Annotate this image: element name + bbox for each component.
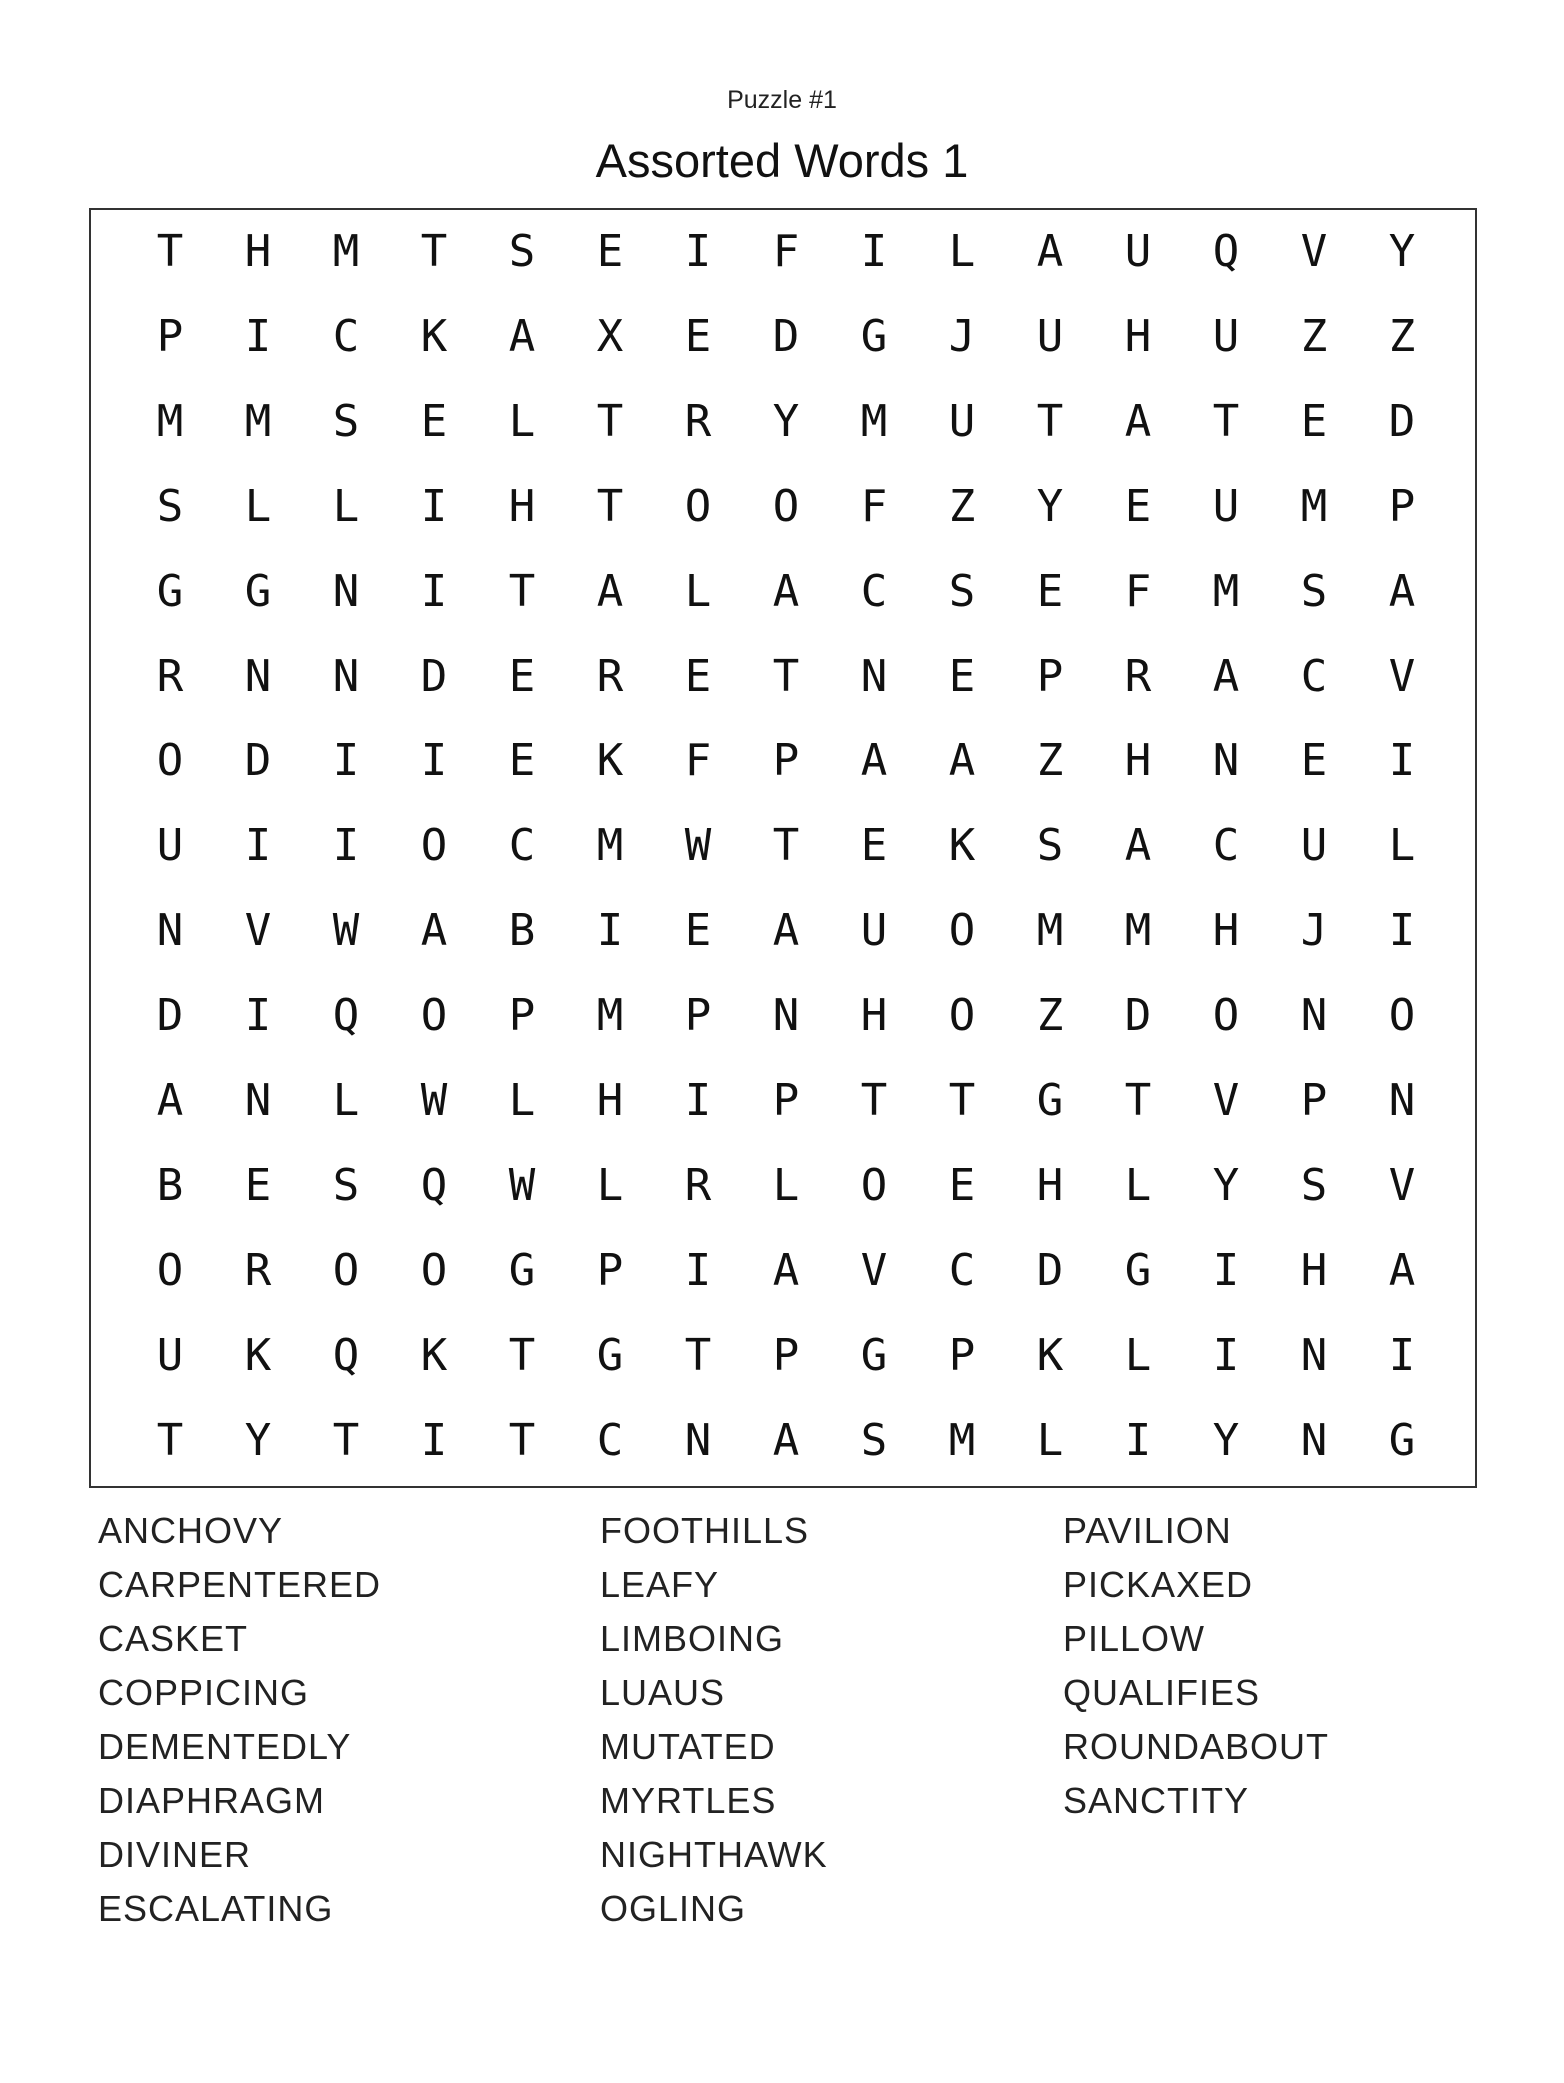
word-list-item: DEMENTEDLY xyxy=(98,1726,352,1767)
grid-cell[interactable]: V xyxy=(860,1244,888,1296)
grid-cell[interactable]: E xyxy=(420,395,448,447)
grid-cell[interactable]: E xyxy=(508,650,536,702)
grid-cell[interactable]: Y xyxy=(244,1414,272,1466)
grid-cell[interactable]: O xyxy=(948,990,976,1042)
grid-cell[interactable]: O xyxy=(420,990,448,1042)
grid-cell[interactable]: O xyxy=(684,480,712,532)
word-list-item: PICKAXED xyxy=(1063,1564,1254,1605)
grid-cell[interactable]: L xyxy=(332,1075,360,1126)
grid-cell[interactable]: I xyxy=(1212,1244,1240,1296)
grid-cell[interactable]: T xyxy=(1036,395,1064,447)
grid-cell[interactable]: M xyxy=(1036,905,1064,957)
grid-cell[interactable]: G xyxy=(596,1329,624,1381)
grid-cell[interactable]: I xyxy=(420,1414,448,1466)
grid-cell[interactable]: C xyxy=(596,1414,624,1466)
word-list-item: PILLOW xyxy=(1063,1618,1206,1659)
grid-cell[interactable]: M xyxy=(1300,480,1328,532)
grid-cell[interactable]: H xyxy=(244,226,272,277)
grid-cell[interactable]: O xyxy=(860,1159,888,1211)
grid-cell[interactable]: N xyxy=(860,650,888,702)
grid-cell[interactable]: A xyxy=(772,565,800,617)
grid-cell[interactable]: K xyxy=(948,820,976,872)
grid-cell[interactable]: D xyxy=(1124,990,1152,1042)
grid-cell[interactable]: H xyxy=(596,1075,624,1126)
grid-cell[interactable]: G xyxy=(860,310,888,362)
grid-cell[interactable]: M xyxy=(156,395,184,447)
grid-cell[interactable]: A xyxy=(1036,226,1064,277)
grid-cell[interactable]: Z xyxy=(1300,310,1328,362)
grid-cell[interactable]: O xyxy=(948,905,976,957)
grid-cell[interactable]: M xyxy=(948,1414,976,1466)
grid-cell[interactable]: O xyxy=(156,735,184,787)
grid-cell[interactable]: G xyxy=(156,565,184,617)
grid-cell[interactable]: S xyxy=(948,565,976,617)
grid-cell[interactable]: T xyxy=(1124,1075,1152,1126)
grid-cell[interactable]: I xyxy=(244,990,272,1042)
grid-cell[interactable]: E xyxy=(948,1159,976,1211)
grid-cell[interactable]: I xyxy=(420,735,448,787)
grid-cell[interactable]: N xyxy=(244,650,272,702)
word-list-item: MUTATED xyxy=(600,1726,776,1767)
word-list-item: LEAFY xyxy=(600,1564,720,1605)
word-list-item: PAVILION xyxy=(1063,1510,1232,1551)
grid-cell[interactable]: T xyxy=(860,1075,888,1126)
grid-cell[interactable]: H xyxy=(1300,1244,1328,1296)
grid-cell[interactable]: D xyxy=(1036,1244,1064,1296)
grid-cell[interactable]: F xyxy=(1124,565,1152,617)
grid-cell[interactable]: E xyxy=(684,650,712,702)
grid-cell[interactable]: W xyxy=(332,905,360,957)
grid-cell[interactable]: T xyxy=(772,820,800,872)
grid-cell[interactable]: S xyxy=(1300,565,1328,617)
grid-cell[interactable]: M xyxy=(332,226,360,277)
grid-cell[interactable]: B xyxy=(156,1159,184,1211)
word-list-item: OGLING xyxy=(600,1888,747,1929)
grid-cell[interactable]: L xyxy=(332,480,360,532)
grid-cell[interactable]: C xyxy=(332,310,360,362)
word-list-item: MYRTLES xyxy=(600,1780,777,1821)
grid-cell[interactable]: C xyxy=(1212,820,1240,872)
word-list-item: CASKET xyxy=(98,1618,249,1659)
word-list-item: CARPENTERED xyxy=(98,1564,382,1605)
grid-cell[interactable]: A xyxy=(948,735,976,787)
grid-cell[interactable]: I xyxy=(332,820,360,872)
grid-cell[interactable]: I xyxy=(244,820,272,872)
grid-cell[interactable]: A xyxy=(156,1075,184,1126)
grid-cell[interactable]: P xyxy=(508,990,536,1042)
grid-cell[interactable]: G xyxy=(860,1329,888,1381)
grid-cell[interactable]: A xyxy=(1124,395,1152,447)
word-list-item: ESCALATING xyxy=(98,1888,334,1929)
grid-cell[interactable]: W xyxy=(684,820,712,872)
grid-cell[interactable]: W xyxy=(420,1075,448,1126)
grid-cell[interactable]: Y xyxy=(1388,226,1416,277)
grid-cell[interactable]: T xyxy=(1212,395,1240,447)
grid-cell[interactable]: U xyxy=(156,820,184,872)
grid-cell[interactable]: P xyxy=(1388,480,1416,532)
grid-cell[interactable]: N xyxy=(1388,1075,1416,1126)
grid-cell[interactable]: A xyxy=(1212,650,1240,702)
word-list-item: COPPICING xyxy=(98,1672,310,1713)
grid-cell[interactable]: M xyxy=(596,820,624,872)
grid-cell[interactable]: L xyxy=(1124,1159,1152,1211)
grid-cell[interactable]: V xyxy=(244,905,272,957)
grid-cell[interactable]: I xyxy=(860,226,888,277)
grid-cell[interactable]: L xyxy=(1036,1414,1064,1466)
grid-cell[interactable]: E xyxy=(1036,565,1064,617)
word-list-item: QUALIFIES xyxy=(1063,1672,1261,1713)
grid-cell[interactable]: T xyxy=(156,226,184,277)
grid-cell[interactable]: R xyxy=(596,650,624,702)
grid-cell[interactable]: D xyxy=(772,310,800,362)
grid-cell[interactable]: T xyxy=(772,650,800,702)
word-list-item: ANCHOVY xyxy=(98,1510,284,1551)
grid-cell[interactable]: L xyxy=(244,480,272,532)
grid-cell[interactable]: V xyxy=(1388,650,1416,702)
grid-cell[interactable]: R xyxy=(1124,650,1152,702)
grid-cell[interactable]: Q xyxy=(1212,226,1240,277)
word-list-item: LUAUS xyxy=(600,1672,726,1713)
grid-cell[interactable]: L xyxy=(596,1159,624,1211)
grid-cell[interactable]: T xyxy=(948,1075,976,1126)
grid-cell[interactable]: E xyxy=(948,650,976,702)
grid-cell[interactable]: Z xyxy=(948,480,976,532)
grid-cell[interactable]: M xyxy=(244,395,272,447)
grid-cell[interactable]: E xyxy=(596,226,624,277)
grid-cell[interactable]: V xyxy=(1212,1075,1240,1126)
grid-cell[interactable]: I xyxy=(1212,1329,1240,1381)
grid-cell[interactable]: C xyxy=(948,1244,976,1296)
grid-cell[interactable]: L xyxy=(508,395,536,447)
grid-cell[interactable]: A xyxy=(1388,1244,1416,1296)
grid-cell[interactable]: F xyxy=(684,735,712,787)
grid-cell[interactable]: M xyxy=(1124,905,1152,957)
grid-cell[interactable]: B xyxy=(508,905,536,957)
grid-cell[interactable]: L xyxy=(948,226,976,277)
grid-cell[interactable]: P xyxy=(596,1244,624,1296)
grid-cell[interactable]: P xyxy=(1036,650,1064,702)
grid-cell[interactable]: U xyxy=(1212,480,1240,532)
grid-cell[interactable]: H xyxy=(860,990,888,1042)
grid-cell[interactable]: I xyxy=(684,226,712,277)
grid-cell[interactable]: P xyxy=(1300,1075,1328,1126)
grid-cell[interactable]: C xyxy=(508,820,536,872)
grid-cell[interactable]: U xyxy=(1124,226,1152,277)
word-list-item: DIVINER xyxy=(98,1834,252,1875)
grid-cell[interactable]: X xyxy=(596,310,624,362)
grid-cell[interactable]: G xyxy=(244,565,272,617)
grid-cell[interactable]: F xyxy=(860,480,888,532)
grid-cell[interactable]: L xyxy=(1388,820,1416,872)
grid-cell[interactable]: P xyxy=(156,310,184,362)
grid-cell[interactable]: V xyxy=(1388,1159,1416,1211)
word-list-item: ROUNDABOUT xyxy=(1063,1726,1330,1767)
grid-cell[interactable]: U xyxy=(1036,310,1064,362)
grid-cell[interactable]: A xyxy=(772,905,800,957)
grid-cell[interactable]: D xyxy=(1388,395,1416,447)
grid-cell[interactable]: H xyxy=(1124,310,1152,362)
grid-cell[interactable]: H xyxy=(508,480,536,532)
grid-cell[interactable]: I xyxy=(684,1244,712,1296)
grid-cell[interactable]: P xyxy=(948,1329,976,1381)
grid-cell[interactable]: P xyxy=(772,1075,800,1126)
grid-cell[interactable]: Y xyxy=(1212,1159,1240,1211)
grid-cell[interactable]: O xyxy=(772,480,800,532)
grid-cell[interactable]: U xyxy=(156,1329,184,1381)
grid-cell[interactable]: S xyxy=(1300,1159,1328,1211)
grid-cell[interactable]: E xyxy=(244,1159,272,1211)
grid-cell[interactable]: D xyxy=(244,735,272,787)
grid-cell[interactable]: G xyxy=(1036,1075,1064,1126)
grid-cell[interactable]: T xyxy=(596,480,624,532)
grid-cell[interactable]: R xyxy=(684,395,712,447)
grid-cell[interactable]: O xyxy=(1388,990,1416,1042)
grid-cell[interactable]: E xyxy=(684,905,712,957)
grid-cell[interactable]: N xyxy=(332,565,360,617)
word-list-item: LIMBOING xyxy=(600,1618,785,1659)
grid-cell[interactable]: R xyxy=(156,650,184,702)
grid-cell[interactable]: D xyxy=(156,990,184,1042)
grid-cell[interactable]: T xyxy=(508,1414,536,1466)
grid-cell[interactable]: O xyxy=(332,1244,360,1296)
grid-cell[interactable]: O xyxy=(156,1244,184,1296)
grid-cell[interactable]: K xyxy=(420,310,448,362)
grid-cell[interactable]: S xyxy=(1036,820,1064,872)
grid-cell[interactable]: Y xyxy=(1212,1414,1240,1466)
grid-cell[interactable]: S xyxy=(156,480,184,532)
grid-cell[interactable]: Z xyxy=(1036,990,1064,1042)
grid-cell[interactable]: Q xyxy=(332,990,360,1042)
grid-cell[interactable]: M xyxy=(860,395,888,447)
grid-cell[interactable]: T xyxy=(508,565,536,617)
grid-cell[interactable]: E xyxy=(1300,395,1328,447)
grid-cell[interactable]: Y xyxy=(772,395,800,447)
word-list-item: NIGHTHAWK xyxy=(600,1834,828,1875)
grid-cell[interactable]: S xyxy=(332,395,360,447)
grid-cell[interactable]: A xyxy=(596,565,624,617)
grid-cell[interactable]: Q xyxy=(420,1159,448,1211)
grid-cell[interactable]: G xyxy=(508,1244,536,1296)
grid-cell[interactable]: I xyxy=(1388,905,1416,957)
grid-cell[interactable]: K xyxy=(596,735,624,787)
grid-cell[interactable]: A xyxy=(1388,565,1416,617)
grid-cell[interactable]: J xyxy=(948,310,976,362)
grid-cell[interactable]: C xyxy=(1300,650,1328,702)
grid-cell[interactable]: U xyxy=(948,395,976,447)
grid-cell[interactable]: E xyxy=(508,735,536,787)
grid-cell[interactable]: U xyxy=(1212,310,1240,362)
grid-cell[interactable]: L xyxy=(508,1075,536,1126)
grid-cell[interactable]: E xyxy=(860,820,888,872)
grid-cell[interactable]: Q xyxy=(332,1329,360,1381)
grid-cell[interactable]: N xyxy=(1300,1414,1328,1466)
grid-cell[interactable]: C xyxy=(860,565,888,617)
grid-cell[interactable]: I xyxy=(1388,735,1416,787)
grid-cell[interactable]: H xyxy=(1212,905,1240,957)
grid-cell[interactable]: G xyxy=(1388,1414,1416,1466)
grid-cell[interactable]: M xyxy=(596,990,624,1042)
grid-cell[interactable]: S xyxy=(508,226,536,277)
grid-cell[interactable]: S xyxy=(332,1159,360,1211)
grid-cell[interactable]: H xyxy=(1036,1159,1064,1211)
grid-cell[interactable]: I xyxy=(332,735,360,787)
puzzle-title: Assorted Words 1 xyxy=(595,134,969,187)
grid-cell[interactable]: I xyxy=(596,905,624,957)
grid-cell[interactable]: R xyxy=(244,1244,272,1296)
grid-cell[interactable]: U xyxy=(860,905,888,957)
grid-cell[interactable]: O xyxy=(420,820,448,872)
grid-cell[interactable]: N xyxy=(1300,1329,1328,1381)
puzzle-number: Puzzle #1 xyxy=(727,86,837,114)
grid-cell[interactable]: E xyxy=(684,310,712,362)
grid-cell[interactable]: I xyxy=(244,310,272,362)
word-list-item: DIAPHRAGM xyxy=(98,1780,326,1821)
grid-cell[interactable]: E xyxy=(1124,480,1152,532)
grid-cell[interactable]: T xyxy=(596,395,624,447)
grid-cell[interactable]: N xyxy=(244,1075,272,1126)
grid-cell[interactable]: T xyxy=(156,1414,184,1466)
grid-cell[interactable]: R xyxy=(684,1159,712,1211)
grid-cell[interactable]: T xyxy=(508,1329,536,1381)
grid-cell[interactable]: Z xyxy=(1036,735,1064,787)
word-list-item: SANCTITY xyxy=(1063,1780,1250,1821)
grid-cell[interactable]: O xyxy=(1212,990,1240,1042)
grid-cell[interactable]: K xyxy=(244,1329,272,1381)
grid-cell[interactable]: J xyxy=(1300,905,1328,957)
grid-cell[interactable]: I xyxy=(1124,1414,1152,1466)
grid-cell[interactable]: F xyxy=(772,226,800,277)
grid-cell[interactable]: A xyxy=(420,905,448,957)
grid-cell[interactable]: A xyxy=(772,1414,800,1466)
grid-cell[interactable]: I xyxy=(684,1075,712,1126)
grid-cell[interactable]: N xyxy=(156,905,184,957)
grid-cell[interactable]: D xyxy=(420,650,448,702)
grid-cell[interactable]: T xyxy=(332,1414,360,1466)
grid-cell[interactable]: L xyxy=(1124,1329,1152,1381)
grid-cell[interactable]: Z xyxy=(1388,310,1416,362)
grid-cell[interactable]: M xyxy=(1212,565,1240,617)
grid-cell[interactable]: P xyxy=(684,990,712,1042)
grid-cell[interactable]: I xyxy=(420,480,448,532)
grid-cell[interactable]: A xyxy=(1124,820,1152,872)
grid-cell[interactable]: L xyxy=(772,1159,800,1211)
grid-cell[interactable]: K xyxy=(1036,1329,1064,1381)
grid-cell[interactable]: I xyxy=(420,565,448,617)
grid-cell[interactable]: O xyxy=(420,1244,448,1296)
grid-cell[interactable]: N xyxy=(332,650,360,702)
word-list-item: FOOTHILLS xyxy=(600,1510,810,1551)
grid-cell[interactable]: A xyxy=(508,310,536,362)
grid-cell[interactable]: H xyxy=(1124,735,1152,787)
grid-cell[interactable]: I xyxy=(1388,1329,1416,1381)
grid-cell[interactable]: N xyxy=(1212,735,1240,787)
grid-cell[interactable]: T xyxy=(684,1329,712,1381)
grid-cell[interactable]: A xyxy=(772,1244,800,1296)
grid-cell[interactable]: N xyxy=(1300,990,1328,1042)
grid-cell[interactable]: L xyxy=(684,565,712,617)
grid-cell[interactable]: A xyxy=(860,735,888,787)
grid-cell[interactable]: E xyxy=(1300,735,1328,787)
grid-cell[interactable]: P xyxy=(772,1329,800,1381)
grid-cell[interactable]: G xyxy=(1124,1244,1152,1296)
grid-cell[interactable]: U xyxy=(1300,820,1328,872)
grid-cell[interactable]: T xyxy=(420,226,448,277)
grid-cell[interactable]: W xyxy=(508,1159,536,1211)
grid-cell[interactable]: N xyxy=(772,990,800,1042)
grid-cell[interactable]: S xyxy=(860,1414,888,1466)
grid-cell[interactable]: V xyxy=(1300,226,1328,277)
grid-cell[interactable]: P xyxy=(772,735,800,787)
grid-cell[interactable]: Y xyxy=(1036,480,1064,532)
grid-cell[interactable]: N xyxy=(684,1414,712,1466)
grid-cell[interactable]: K xyxy=(420,1329,448,1381)
